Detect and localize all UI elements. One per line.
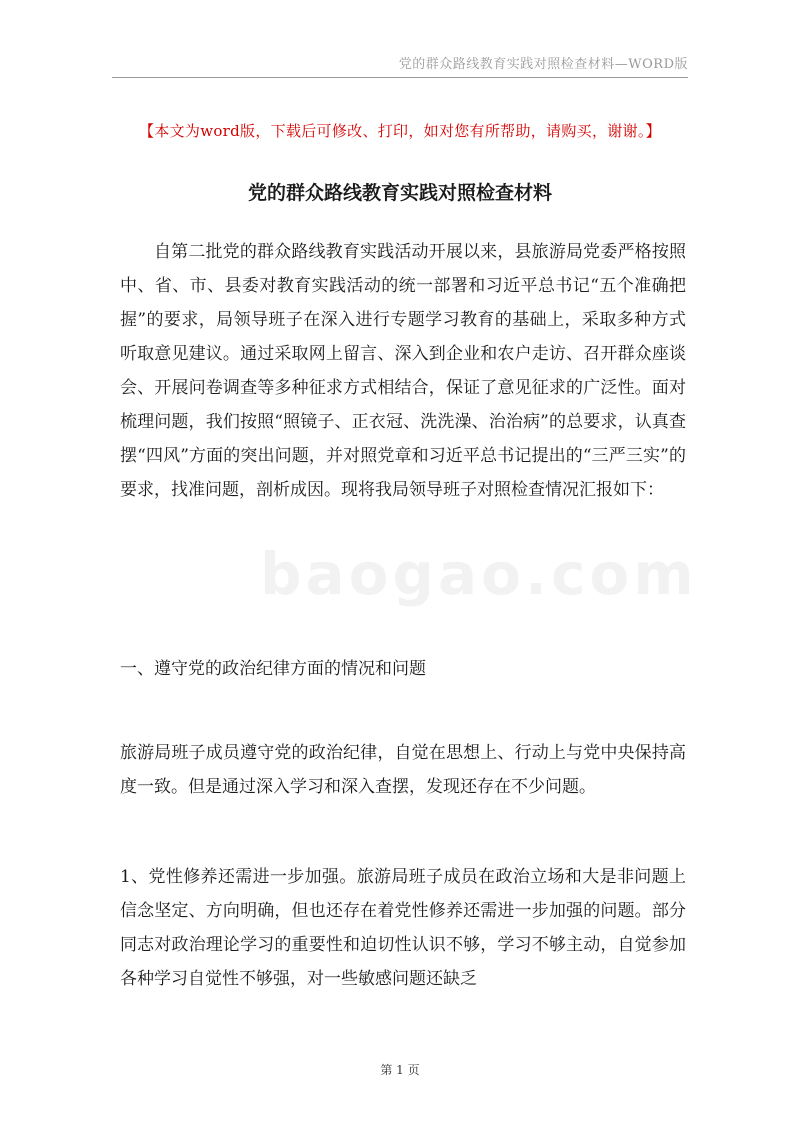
paragraph-point-1: 1、党性修养还需进一步加强。旅游局班子成员在政治立场和大是非问题上信念坚定、方向明确，但也还存在着党性修养还需进一步加强的问题。部分同志对政治理论学习的重要性和迫切性认识不够，学习不够主动，自觉参加各种学习自觉性不够强，对一些敏感问题还缺乏 — [120, 867, 686, 989]
section-heading: 一、遵守党的政治纪律方面的情况和问题 — [120, 659, 426, 679]
watermark: baogao.com — [260, 540, 698, 608]
download-notice: 【本文为word版，下载后可修改、打印，如对您有所帮助，请购买，谢谢。】 — [139, 122, 661, 140]
paragraph-intro: 自第二批党的群众路线教育实践活动开展以来，县旅游局党委严格按照中、省、市、县委对教育实践活动的统一部署和习近平总书记“五个准确把握”的要求，局领导班子在深入进行专题学习教育的基础上，采取多种方式听取意见建议。通过采取网上留言、深入到企业和农户走访、召开群众座谈会、开展问卷调查等多种征求方式相结合，保证了意见征求的广泛性。面对梳理问题，我们按照“照镜子、正衣冠、洗洗澡、治治病”的总要求，认真查摆“四风”方面的突出问题，并对照党章和习近平总书记提出的“三严三实”的要求，找准问题，剖析成因。现将我局领导班子对照检查情况汇报如下： — [120, 242, 686, 500]
paragraph-section-summary: 旅游局班子成员遵守党的政治纪律，自觉在思想上、行动上与党中央保持高度一致。但是通过深入学习和深入查摆，发现还存在不少问题。 — [120, 743, 686, 797]
running-header: 党的群众路线教育实践对照检查材料—WORD版 — [398, 57, 688, 72]
header-divider — [112, 77, 688, 78]
page-number: 第 1 页 — [380, 1063, 420, 1077]
document-title: 党的群众路线教育实践对照检查材料 — [247, 182, 552, 204]
